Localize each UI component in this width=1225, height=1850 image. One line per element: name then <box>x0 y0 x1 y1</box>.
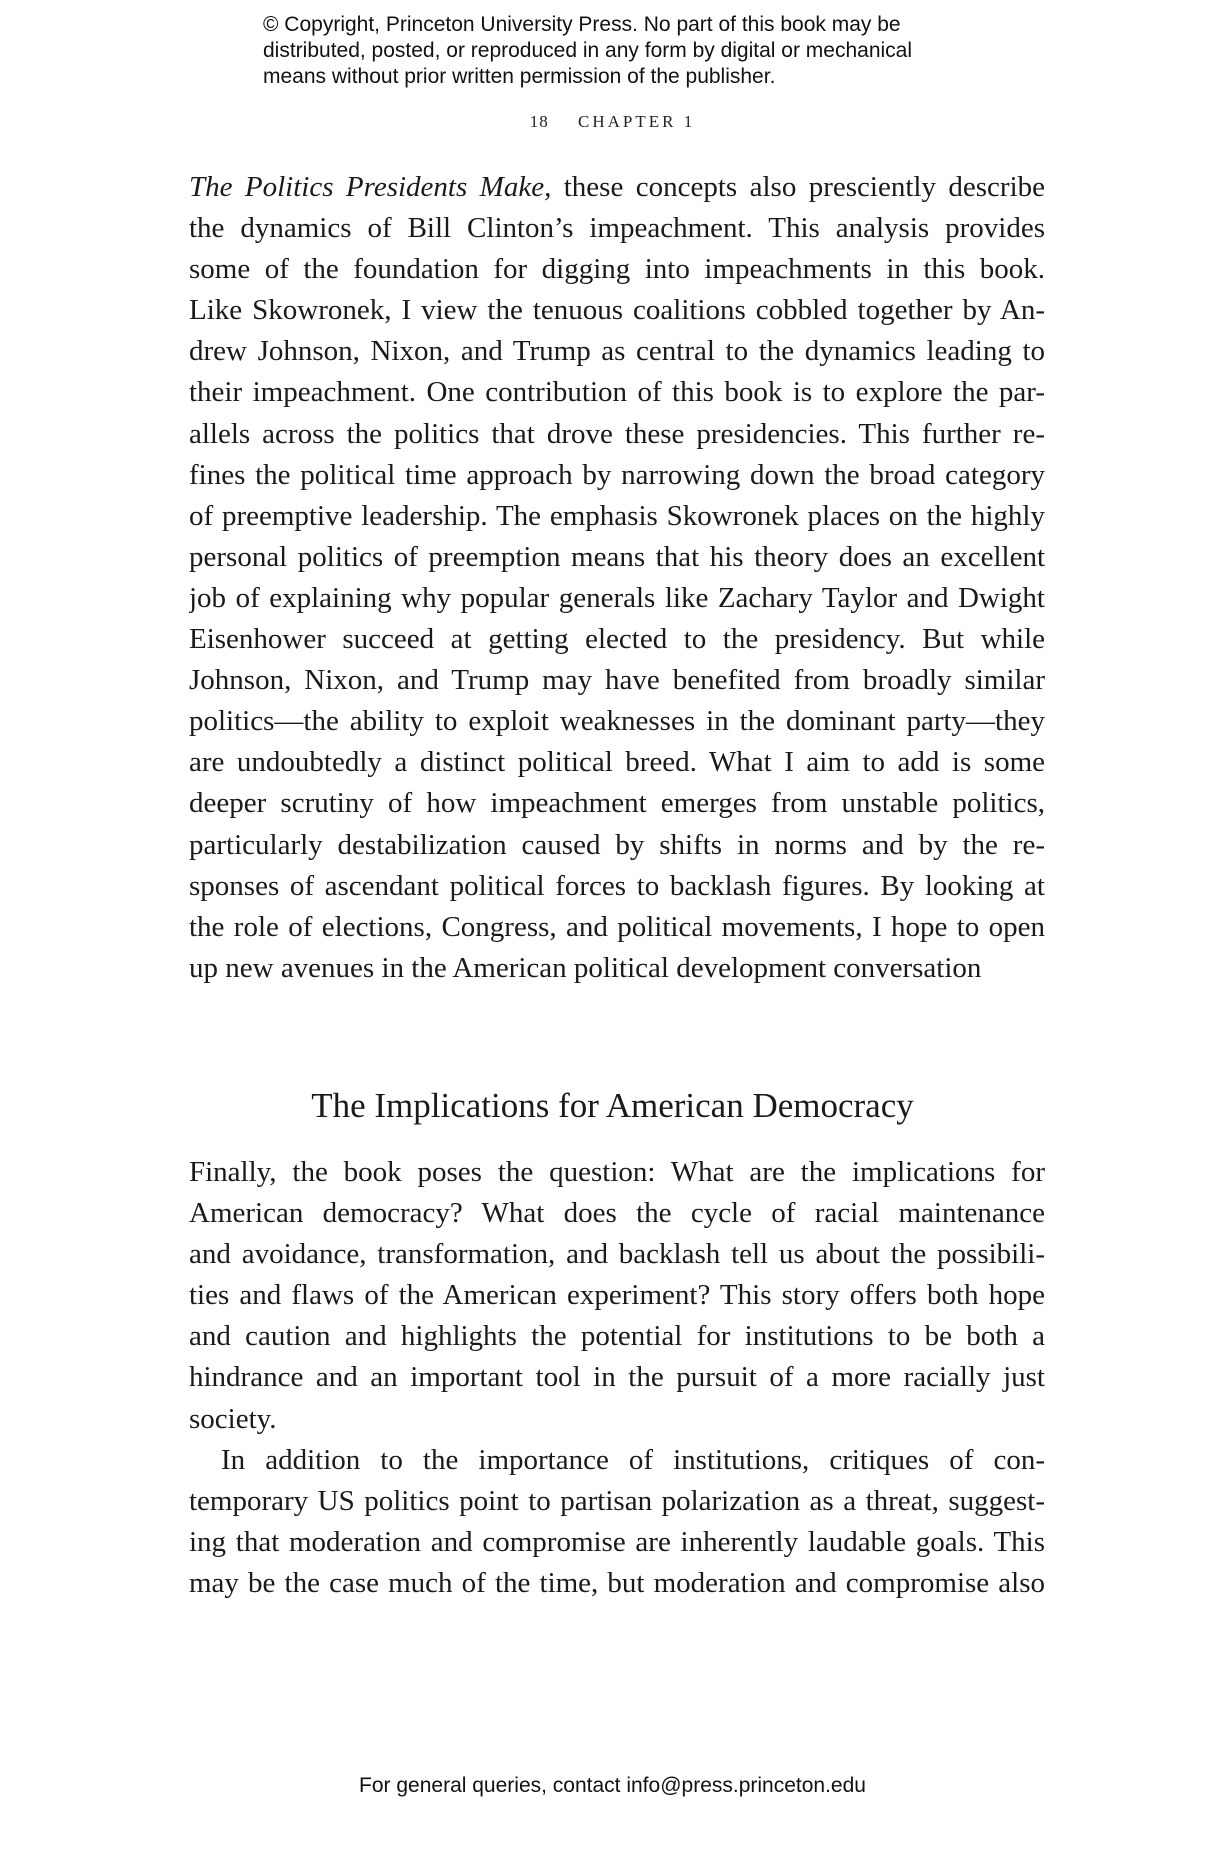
text-line: allels across the politics that drove these presidencies. This further re- <box>189 417 1045 450</box>
text-line: up new avenues in the American political development conversation <box>189 951 982 984</box>
section-heading: The Implications for American Democracy <box>311 1086 914 1125</box>
text-line-rest: these concepts also presciently describe <box>551 171 1045 203</box>
text-line: deeper scrutiny of how impeachment emerges from unstable politics, <box>189 787 1045 820</box>
text-line: may be the case much of the time, but moderation and compromise also <box>189 1566 1045 1599</box>
text-line: are undoubtedly a distinct political breed. What I aim to add is some <box>189 746 1045 779</box>
text-line: and caution and highlights the potential for institutions to be both a <box>189 1320 1045 1353</box>
text-line: temporary US politics point to partisan polarization as a threat, suggest- <box>189 1484 1045 1517</box>
copyright-notice <box>263 12 983 90</box>
copyright-line: distributed, posted, or reproduced in any form by digital or mechanical <box>263 39 913 62</box>
text-line: personal politics of preemption means that his theory does an excellent <box>189 540 1045 573</box>
text-line: and avoidance, transformation, and backlash tell us about the possibili- <box>189 1238 1045 1271</box>
chapter-label: CHAPTER 1 <box>578 112 696 131</box>
text-line: of preemptive leadership. The emphasis Skowronek places on the highly <box>189 499 1045 532</box>
text-line: In addition to the importance of institutions, critiques of con- <box>221 1443 1045 1476</box>
text-line: Eisenhower succeed at getting elected to the presidency. But while <box>189 623 1045 656</box>
copyright-line: © Copyright, Princeton University Press. No part of this book may be <box>263 13 901 36</box>
body-paragraph-2 <box>189 1152 1045 1604</box>
text-line: job of explaining why popular generals like Zachary Taylor and Dwight <box>189 581 1045 614</box>
text-line: sponses of ascendant political forces to backlash figures. By looking at <box>189 869 1045 902</box>
text-line: ties and flaws of the American experiment? This story offers both hope <box>189 1279 1045 1312</box>
text-line: their impeachment. One contribution of this book is to explore the par- <box>189 376 1045 409</box>
page-number: 18 <box>529 112 549 131</box>
text-line <box>189 167 1045 208</box>
text-line: Like Skowronek, I view the tenuous coalitions cobbled together by An- <box>189 294 1045 327</box>
text-line: the role of elections, Congress, and political movements, I hope to open <box>189 910 1045 943</box>
text-line: hindrance and an important tool in the pursuit of a more racially just <box>189 1361 1045 1394</box>
running-head <box>0 112 1225 132</box>
text-line: politics—the ability to exploit weaknesses in the dominant party—they <box>189 705 1045 738</box>
text-line: society. <box>189 1402 277 1435</box>
copyright-line: means without prior written permission of the publisher. <box>263 65 776 88</box>
book-title-italic: The Politics Presidents Make, <box>189 171 552 203</box>
text-line: the dynamics of Bill Clinton’s impeachment. This analysis provides <box>189 212 1045 245</box>
text-line: ing that moderation and compromise are inherently laudable goals. This <box>189 1525 1045 1558</box>
text-line: some of the foundation for digging into impeachments in this book. <box>189 253 1045 286</box>
text-line: Johnson, Nixon, and Trump may have benefited from broadly similar <box>189 664 1045 697</box>
text-line: drew Johnson, Nixon, and Trump as central to the dynamics leading to <box>189 335 1045 368</box>
text-line: American democracy? What does the cycle of racial maintenance <box>189 1197 1045 1230</box>
body-paragraph-1 <box>189 167 1045 989</box>
footer-contact: For general queries, contact info@press.princeton.edu <box>359 1774 866 1797</box>
text-line: Finally, the book poses the question: What are the implications for <box>189 1156 1045 1188</box>
text-line: fines the political time approach by narrowing down the broad category <box>189 458 1045 491</box>
text-line: particularly destabilization caused by shifts in norms and by the re- <box>189 828 1045 861</box>
